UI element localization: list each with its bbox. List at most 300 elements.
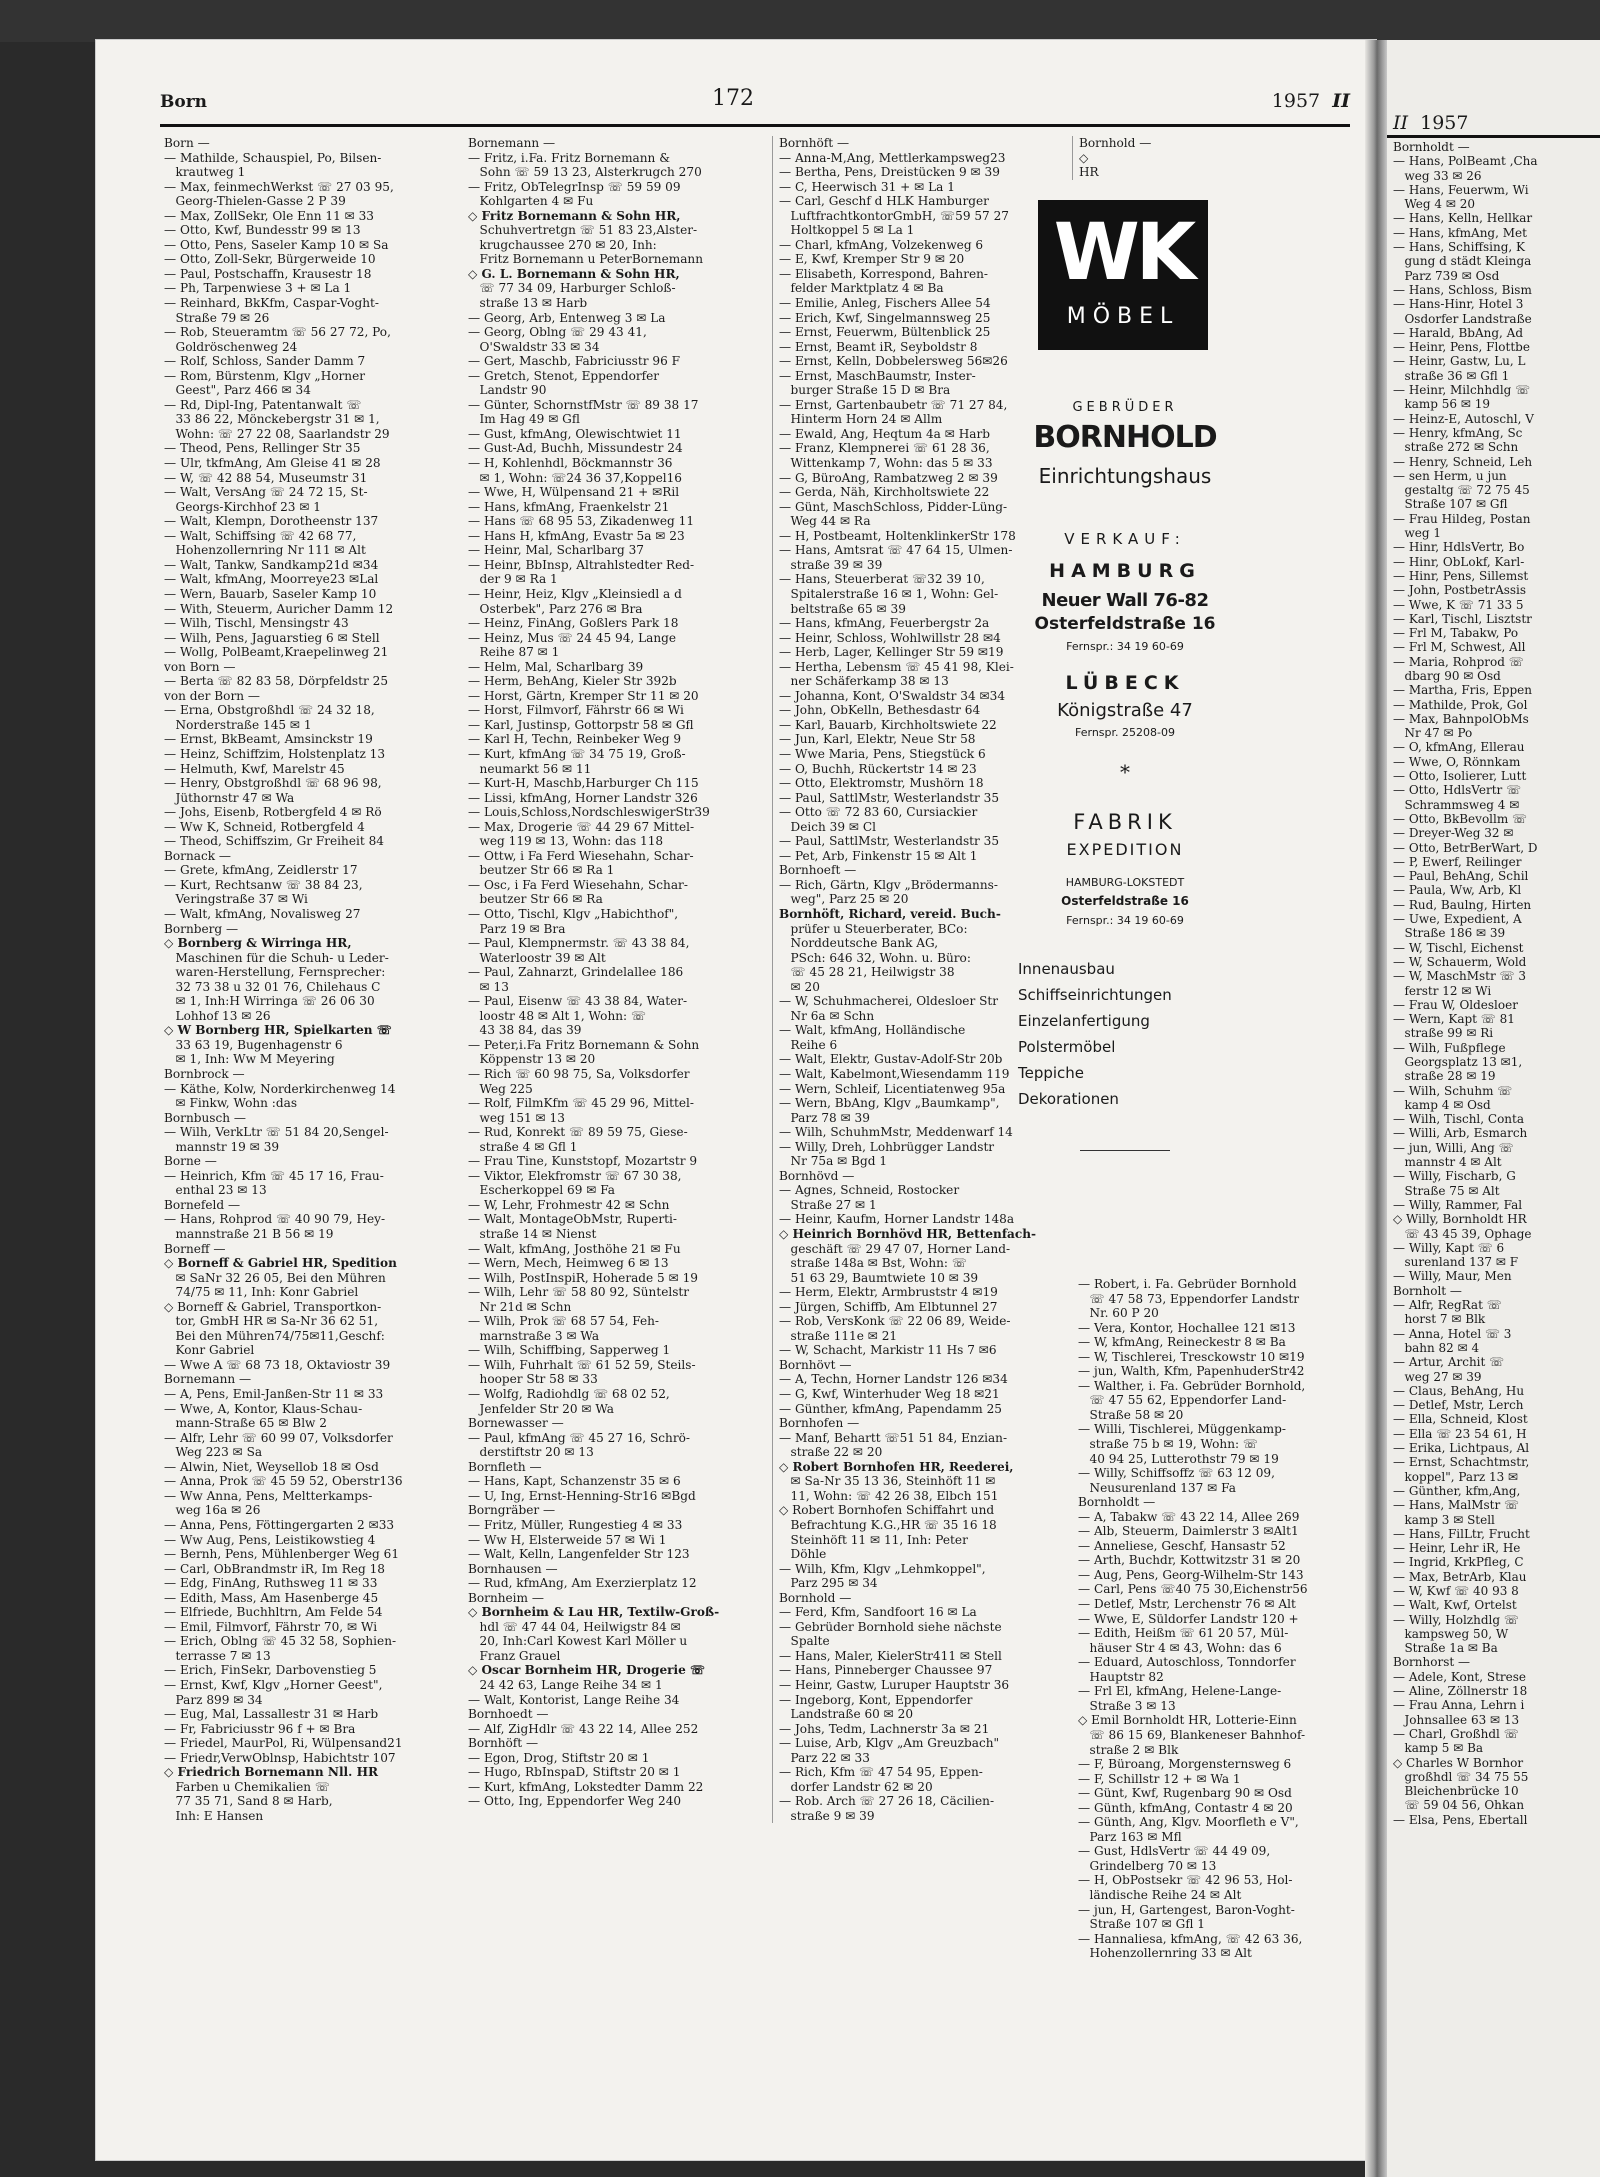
directory-entry: ◇ Robert Bornhofen Schiffahrt und (779, 1503, 995, 1518)
directory-entry: häuser Str 4 ✉ 43, Wohn: das 6 (1078, 1640, 1282, 1655)
column-4-entries (1078, 1277, 1368, 1961)
directory-entry: enthal 23 ✉ 13 (164, 1183, 267, 1198)
directory-entry: — Ernst, Kwf, Klgv „Horner Geest", (164, 1677, 383, 1692)
directory-entry: Reihe 6 (779, 1037, 838, 1052)
directory-entry: — Theod, Schiffszim, Gr Freiheit 84 (164, 834, 384, 849)
directory-entry: Bornhoeft — (779, 863, 857, 878)
directory-entry: Steinhöft 11 ✉ 11, Inh: Peter (779, 1532, 968, 1547)
directory-entry: — Emil, Filmvorf, Fährstr 70, ✉ Wi (164, 1619, 378, 1634)
directory-entry: — Walt, Kabelmont,Wiesendamm 119 (779, 1067, 1010, 1081)
directory-entry: — Willy, Rammer, Fal (1393, 1197, 1523, 1212)
directory-entry: — Erika, Lichtpaus, Al (1393, 1441, 1530, 1456)
directory-entry: ✉ 13 (468, 979, 509, 994)
directory-entry: — Louis,Schloss,NordschleswigerStr39 (468, 805, 710, 820)
ad-star-divider: * (1120, 760, 1130, 784)
directory-entry: Norderstraße 145 ✉ 1 (164, 717, 312, 732)
directory-entry: — Walt, Klempn, Dorotheenstr 137 (164, 514, 379, 529)
directory-entry: — Frl M, Tabakw, Po (1393, 626, 1519, 641)
directory-entry: Jenfelder Str 20 ✉ Wa (468, 1401, 614, 1416)
directory-entry: ✉ 1, Inh: Ww M Meyering (164, 1052, 335, 1067)
directory-entry: — Paul, Eisenw ☏ 43 38 84, Water- (468, 994, 688, 1009)
directory-entry: — Walt, Kontorist, Lange Reihe 34 (468, 1692, 680, 1707)
directory-entry: — Otto, BkBevollm ☏ (1393, 811, 1528, 826)
directory-entry: — Egon, Drog, Stiftstr 20 ✉ 1 (468, 1750, 650, 1765)
directory-entry: Norddeutsche Bank AG, (779, 936, 939, 951)
directory-entry: ◇ W Bornberg HR, Spielkarten ☏ (164, 1023, 392, 1038)
directory-entry: Waterloostr 39 ✉ Alt (468, 950, 606, 965)
directory-entry: Nr 75a ✉ Bgd 1 (779, 1154, 888, 1169)
directory-entry: — O, Buchh, Rückertstr 14 ✉ 23 (779, 761, 977, 776)
directory-entry: — Gert, Maschb, Fabriciusstr 96 F (468, 354, 681, 369)
directory-entry: ländische Reihe 24 ✉ Alt (1078, 1887, 1242, 1902)
directory-entry: — Erich, Kwf, Singelmannsweg 25 (779, 310, 991, 325)
directory-entry: Bornheim — (468, 1590, 544, 1605)
directory-entry: — Rich, Kfm ☏ 47 54 95, Eppen- (779, 1765, 983, 1780)
directory-entry: — Hans, Schloss, Bism (1393, 282, 1532, 297)
directory-entry: — Günth, kfmAng, Contastr 4 ✉ 20 (1078, 1800, 1293, 1815)
directory-entry: Veringstraße 37 ✉ Wi (164, 892, 308, 907)
directory-entry: — Otto, Elektromstr, Mushörn 18 (779, 776, 984, 791)
wk-moebel-logo (1038, 200, 1208, 350)
directory-entry: beutzer Str 66 ✉ Ra 1 (468, 863, 615, 878)
directory-entry: — E, Kwf, Kremper Str 9 ✉ 20 (779, 252, 965, 267)
directory-entry: straße 4 ✉ Gfl 1 (468, 1139, 578, 1154)
directory-entry: Bornhold — (779, 1590, 852, 1605)
ad-address-factory: Osterfeldstraße 16 (1061, 894, 1189, 908)
directory-entry: ☏ 86 15 69, Blankeneser Bahnhof- (1078, 1727, 1306, 1742)
directory-entry: — Wwe, H, Wülpensand 21 + ✉Ril (468, 485, 680, 500)
directory-entry: — Ernst, Feuerwm, Bültenblick 25 (779, 325, 991, 340)
ad-service-item: Schiffseinrichtungen (1018, 986, 1172, 1004)
directory-entry: — Wilh, Prok ☏ 68 57 54, Feh- (468, 1314, 660, 1329)
directory-entry: — Ulr, tkfmAng, Am Gleise 41 ✉ 28 (164, 456, 381, 471)
directory-entry: — W, Kwf ☏ 40 93 8 (1393, 1583, 1519, 1598)
directory-entry: Nr 47 ✉ Po (1393, 726, 1473, 741)
directory-entry: — Frau Hildeg, Postan (1393, 511, 1531, 526)
directory-entry: — Wern, BbAng, Klgv „Baumkamp", (779, 1096, 1000, 1111)
header-year: 1957 II (1271, 90, 1350, 112)
directory-entry: Parz 22 ✉ 33 (779, 1750, 870, 1765)
directory-entry: dorfer Landstr 62 ✉ 20 (779, 1779, 933, 1794)
directory-entry: 51 63 29, Baumtwiete 10 ✉ 39 (779, 1270, 979, 1285)
directory-page-right (1387, 40, 1600, 2177)
directory-entry: — Alf, ZigHdlr ☏ 43 22 14, Allee 252 (468, 1721, 699, 1736)
directory-entry: — Paul, SattlMstr, Westerlandstr 35 (779, 790, 1000, 805)
directory-entry: — Ernst, Kelln, Dobbelersweg 56✉26 (779, 354, 1008, 369)
directory-entry: Franz Grauel (468, 1648, 561, 1663)
directory-entry: — Hans, Feuerwm, Wi (1393, 182, 1529, 197)
directory-entry: PSch: 646 32, Wohn. u. Büro: (779, 950, 971, 965)
directory-entry: — P, Ewerf, Reilinger (1393, 854, 1522, 869)
directory-entry: Bornholdt — (1393, 140, 1470, 154)
directory-entry: — Grete, kfmAng, Zeidlerstr 17 (164, 863, 358, 878)
ad-service-item: Einzelanfertigung (1018, 1012, 1150, 1030)
directory-entry: Born — (164, 136, 210, 150)
directory-entry: — Willy, Fischarb, G (1393, 1169, 1516, 1184)
directory-entry: — F, Büroang, Morgensternsweg 6 (1078, 1757, 1292, 1772)
directory-entry: Neusurenland 137 ✉ Fa (1078, 1480, 1236, 1495)
directory-entry: — Paul, SattlMstr, Westerlandstr 35 (779, 834, 1000, 849)
directory-entry: — Osc, i Fa Ferd Wiesehahn, Schar- (468, 877, 688, 892)
directory-entry: — Heinrich, Kfm ☏ 45 17 16, Frau- (164, 1168, 384, 1183)
directory-entry: — Alb, Steuerm, Daimlerstr 3 ✉Alt1 (1078, 1524, 1299, 1539)
directory-entry: Döhle (779, 1547, 827, 1562)
directory-entry: Bornhorst — (1393, 1655, 1470, 1670)
directory-entry: — W, Schuhmacherei, Oldesloer Str (779, 994, 999, 1009)
directory-entry: Bornholt — (1393, 1283, 1462, 1298)
directory-entry: — W, ☏ 42 88 54, Museumstr 31 (164, 470, 368, 485)
directory-entry: — Rd, Dipl-Ing, Patentanwalt ☏ (164, 397, 362, 412)
ad-address-neuer-wall: Neuer Wall 76-82 (1041, 590, 1209, 611)
ad-expedition: EXPEDITION (1066, 840, 1184, 859)
directory-entry: Hinterm Horn 24 ✉ Allm (779, 412, 943, 427)
directory-entry: — Eug, Mal, Lassallestr 31 ✉ Harb (164, 1707, 379, 1722)
directory-entry: Straße 186 ✉ 39 (1393, 926, 1506, 941)
directory-entry: — Anna, Prok ☏ 45 59 52, Oberstr136 (164, 1474, 403, 1489)
directory-entry: — Paul, BehAng, Schil (1393, 869, 1529, 884)
directory-entry: — Fr, Fabriciusstr 96 f + ✉ Bra (164, 1721, 356, 1736)
directory-entry: Wittenkamp 7, Wohn: das 5 ✉ 33 (779, 456, 993, 471)
directory-entry: — W, Schauerm, Wold (1393, 954, 1527, 969)
directory-entry: ◇ Borneff & Gabriel, Transportkon- (164, 1299, 382, 1314)
directory-entry: — Otto, Tischl, Klgv „Habichthof", (468, 906, 679, 921)
directory-entry: — Karl H, Techn, Reinbeker Weg 9 (468, 732, 682, 747)
directory-entry: — Fritz, Müller, Rungestieg 4 ✉ 33 (468, 1517, 683, 1532)
directory-entry: — Harald, BbAng, Ad (1393, 325, 1524, 340)
ad-address-osterfeld: Osterfeldstraße 16 (1034, 614, 1216, 634)
directory-entry: — Henry, kfmAng, Sc (1393, 425, 1523, 440)
directory-entry: — With, Steuerm, Auricher Damm 12 (164, 601, 394, 616)
directory-entry: weg 33 ✉ 26 (1393, 168, 1482, 183)
directory-entry: — H, Kohlenhdl, Böckmannstr 36 (468, 456, 673, 471)
directory-entry: Parz 739 ✉ Osd (1393, 268, 1500, 283)
directory-entry: — Manf, Behartt ☏51 51 84, Enzian- (779, 1430, 1008, 1445)
directory-entry: Osdorfer Landstraße (1393, 311, 1532, 326)
directory-entry: — U, Ing, Ernst-Henning-Str16 ✉Bgd (468, 1488, 696, 1503)
directory-entry: Lohhof 13 ✉ 26 (164, 1008, 271, 1023)
directory-entry: — Wern, Mech, Heimweg 6 ✉ 13 (468, 1256, 669, 1271)
directory-entry: — Gust-Ad, Buchh, Missundestr 24 (468, 441, 683, 456)
directory-entry: — Gebrüder Bornhold siehe nächste (779, 1619, 1002, 1634)
directory-entry: Parz 899 ✉ 34 (164, 1692, 263, 1707)
directory-entry: ◇ Oscar Bornheim HR, Drogerie ☏ (468, 1663, 706, 1678)
directory-entry: — Rob, Steueramtm ☏ 56 27 72, Po, (164, 325, 391, 340)
directory-entry: ☏ 43 45 39, Ophage (1393, 1226, 1532, 1241)
directory-entry: ◇ Emil Bornholdt HR, Lotterie-Einn (1078, 1713, 1297, 1728)
directory-entry: Bornhoedt — (468, 1707, 549, 1722)
directory-entry: — Günther, kfm,Ang, (1393, 1483, 1521, 1498)
directory-entry: — W, Tischl, Eichenst (1393, 940, 1524, 955)
directory-entry: — Frl M, Schwest, All (1393, 640, 1526, 655)
directory-entry: — Ww Anna, Pens, Meltterkamps- (164, 1488, 373, 1503)
directory-entry: — G, Kwf, Winterhuder Weg 18 ✉21 (779, 1387, 1000, 1402)
directory-entry: — Hans, Pinneberger Chaussee 97 (779, 1663, 993, 1678)
directory-entry: Bornberg — (164, 921, 239, 936)
directory-entry: — W, kfmAng, Reineckestr 8 ✉ Ba (1078, 1335, 1286, 1350)
directory-entry: — Horst, Gärtn, Kremper Str 11 ✉ 20 (468, 688, 699, 703)
directory-entry: — Wwe, E, Süldorfer Landstr 120 + (1078, 1611, 1299, 1626)
directory-entry: Schrammsweg 4 ✉ (1393, 797, 1520, 812)
directory-entry: — Ottw, i Fa Ferd Wiesehahn, Schar- (468, 848, 694, 863)
ad-phone-factory: Fernspr.: 34 19 60-69 (1066, 914, 1184, 927)
directory-entry: Landstraße 60 ✉ 20 (779, 1707, 914, 1722)
directory-entry: — Ww K, Schneid, Rotbergfeld 4 (164, 819, 365, 834)
directory-entry: — Theod, Pens, Rellinger Str 35 (164, 441, 361, 456)
directory-entry: — Alfr, Lehr ☏ 60 99 07, Volksdorfer (164, 1430, 393, 1445)
directory-entry: — Willi, Arb, Esmarch (1393, 1126, 1528, 1141)
directory-entry: — Wilh, Lehr ☏ 58 80 92, Süntelstr (468, 1285, 690, 1300)
directory-entry: mannstr 19 ✉ 39 (164, 1139, 280, 1154)
directory-entry: ◇ G. L. Bornemann & Sohn HR, (468, 266, 680, 281)
directory-entry: — Elisabeth, Korrespond, Bahren- (779, 266, 989, 281)
directory-entry: Hohenzollernring 33 ✉ Alt (1078, 1946, 1252, 1961)
directory-entry: — Hans, Rohprod ☏ 40 90 79, Hey- (164, 1212, 386, 1227)
right-page-rule (1387, 135, 1600, 138)
logo-moebel-text: MÖBEL (1066, 304, 1180, 329)
directory-entry: straße 75 b ✉ 19, Wohn: ☏ (1078, 1437, 1259, 1452)
directory-entry: — Karl, Justinsp, Gottorpstr 58 ✉ Gfl (468, 717, 694, 732)
directory-entry: ◇ Heinrich Bornhövd HR, Bettenfach- (779, 1227, 1037, 1242)
directory-entry: — Elsa, Pens, Ebertall (1393, 1812, 1528, 1827)
directory-entry: — Wwe, O, Rönnkam (1393, 754, 1521, 769)
directory-entry: — Jun, Karl, Elektr, Neue Str 58 (779, 732, 976, 747)
directory-entry: — Frau Tine, Kunststopf, Mozartstr 9 (468, 1154, 698, 1169)
directory-entry: — Jürgen, Schiffb, Am Elbtunnel 27 (779, 1299, 998, 1314)
directory-entry: — Frau Anna, Lehrn i (1393, 1698, 1525, 1713)
page-number: 172 (712, 86, 754, 111)
directory-entry: Borneff — (164, 1241, 226, 1256)
directory-entry: — sen Herm, u jun (1393, 468, 1507, 483)
directory-entry: — Bernh, Pens, Mühlenberger Weg 61 (164, 1547, 400, 1562)
directory-entry: — jun, H, Gartengest, Baron-Voght- (1078, 1902, 1295, 1917)
ad-service-item: Dekorationen (1018, 1090, 1119, 1108)
directory-entry: — Hans, kfmAng, Feuerbergstr 2a (779, 616, 990, 631)
directory-entry: Straße 3 ✉ 13 (1078, 1698, 1176, 1713)
directory-entry: — jun, Walth, Kfm, PapenhuderStr42 (1078, 1364, 1305, 1379)
directory-entry: — Georg, Oblng ☏ 29 43 41, (468, 325, 647, 340)
directory-entry: 74/75 ✉ 11, Inh: Konr Gabriel (164, 1285, 359, 1300)
directory-entry: — Carl, Pens ☏40 75 30,Eichenstr56 (1078, 1582, 1308, 1597)
directory-entry: Nr 21d ✉ Schn (468, 1299, 572, 1314)
directory-entry: — Agnes, Schneid, Rostocker (779, 1183, 960, 1198)
directory-entry: — Hinr, HdlsVertr, Bo (1393, 540, 1525, 555)
directory-entry: — Rolf, Schloss, Sander Damm 7 (164, 354, 366, 369)
header-keyword: Born (160, 92, 208, 112)
directory-entry: — Max, BahnpolObMs (1393, 711, 1529, 726)
directory-entry: — Vera, Kontor, Hochallee 121 ✉13 (1078, 1320, 1296, 1335)
directory-entry: — Otto, Isolierer, Lutt (1393, 769, 1527, 784)
directory-entry: — A, Tabakw ☏ 43 22 14, Allee 269 (1078, 1509, 1300, 1524)
directory-entry: — Max, BetrArb, Klau (1393, 1569, 1527, 1584)
directory-entry: geschäft ☏ 29 47 07, Horner Land- (779, 1241, 1011, 1256)
directory-entry: — Hans, FilLtr, Frucht (1393, 1526, 1530, 1541)
ad-service-item: Innenausbau (1018, 960, 1115, 978)
directory-entry: ☏ 47 55 62, Eppendorfer Land- (1078, 1393, 1287, 1408)
directory-entry: Sohn ☏ 59 13 23, Alsterkrugch 270 (468, 165, 702, 180)
directory-entry: — Wolfg, Radiohdlg ☏ 68 02 52, (468, 1387, 670, 1402)
directory-entry: — Dreyer-Weg 32 ✉ (1393, 826, 1514, 841)
directory-entry: Landstr 90 (468, 383, 547, 398)
running-head (160, 74, 1350, 127)
directory-entry: weg", Parz 25 ✉ 20 (779, 892, 909, 907)
directory-entry: — W, Schacht, Markistr 11 Hs 7 ✉6 (779, 1343, 997, 1358)
directory-entry: Holtkoppel 5 ✉ La 1 (779, 223, 915, 238)
directory-entry: Nr 6a ✉ Schn (779, 1008, 875, 1023)
directory-entry: — Wilh, SchuhmMstr, Meddenwarf 14 (779, 1125, 1013, 1140)
directory-entry: straße 99 ✉ Ri (1393, 1026, 1494, 1041)
directory-entry: — Günter, SchornstfMstr ☏ 89 38 17 (468, 397, 699, 412)
ad-service-item: Polstermöbel (1018, 1038, 1116, 1056)
directory-entry: — Kurt, Rechtsanw ☏ 38 84 23, (164, 877, 363, 892)
directory-entry: Deich 39 ✉ Cl (779, 819, 876, 834)
directory-entry: Inh: E Hansen (164, 1808, 264, 1823)
directory-entry: — Wern, Kapt ☏ 81 (1393, 1012, 1515, 1027)
directory-entry: — Max, feinmechWerkst ☏ 27 03 95, (164, 179, 394, 194)
directory-entry: bahn 82 ✉ 4 (1393, 1340, 1480, 1355)
directory-entry: Köppenstr 13 ✉ 20 (468, 1052, 596, 1067)
directory-entry: — Ingrid, KrkPfleg, C (1393, 1555, 1524, 1570)
directory-entry: — Johs, Tedm, Lachnerstr 3a ✉ 21 (779, 1721, 990, 1736)
directory-entry: — Walt, kfmAng, Holländische (779, 1023, 966, 1038)
directory-entry: — Heinr, Lehr iR, He (1393, 1541, 1521, 1556)
directory-entry: — Karl, Bauarb, Kirchholtswiete 22 (779, 717, 997, 732)
directory-entry: Parz 295 ✉ 34 (779, 1576, 878, 1591)
directory-entry: Bornhold — (1079, 136, 1152, 150)
directory-entry: — Anna, Hotel ☏ 3 (1393, 1326, 1512, 1341)
directory-entry: — Charl, kfmAng, Volzekenweg 6 (779, 237, 984, 252)
directory-entry: Konr Gabriel (164, 1343, 255, 1358)
directory-entry: Fritz Bornemann u PeterBornemann (468, 252, 703, 267)
directory-entry: — Peter,i.Fa Fritz Bornemann & Sohn (468, 1037, 700, 1052)
directory-entry: — Fritz, ObTelegrInsp ☏ 59 59 09 (468, 179, 681, 194)
directory-entry: Georg-Thielen-Gasse 2 P 39 (164, 194, 346, 209)
directory-entry: — Wern, Schleif, Licentiatenweg 95a (779, 1081, 1006, 1096)
ad-phone-hamburg: Fernspr.: 34 19 60-69 (1066, 640, 1184, 653)
directory-entry: — Rolf, FilmKfm ☏ 45 29 96, Mittel- (468, 1096, 694, 1111)
logo-wk-text: WK (1053, 208, 1193, 298)
directory-entry: — Otto, Zoll-Sekr, Bürgerweide 10 (164, 252, 376, 267)
directory-entry: — Hinr, Pens, Sillemst (1393, 568, 1529, 583)
directory-entry: weg 119 ✉ 13, Wohn: das 118 (468, 834, 664, 849)
directory-entry: — Günt, MaschSchloss, Pidder-Lüng- (779, 499, 1008, 514)
directory-entry: — Rom, Bürstenm, Klgv „Horner (164, 368, 366, 383)
directory-entry: — Heinr, Mal, Scharlbarg 37 (468, 543, 645, 558)
directory-entry: — Aug, Pens, Georg-Wilhelm-Str 143 (1078, 1567, 1304, 1582)
directory-entry: kamp 4 ✉ Osd (1393, 1097, 1491, 1112)
directory-entry: ☏ 45 28 21, Heilwigstr 38 (779, 965, 955, 980)
directory-entry: — Herm, BehAng, Kieler Str 392b (468, 674, 677, 689)
directory-entry: Bornhausen — (468, 1561, 558, 1576)
directory-entry: Bornhöft — (779, 136, 850, 150)
directory-entry: kampsweg 50, W (1393, 1626, 1509, 1641)
directory-entry: dbarg 90 ✉ Osd (1393, 668, 1501, 683)
directory-entry: Spalte (779, 1634, 830, 1649)
directory-entry: ◇ Robert Bornhofen HR, Reederei, (779, 1459, 1014, 1474)
directory-entry: — Herb, Lager, Kellinger Str 59 ✉19 (779, 645, 1004, 660)
column-5 (1393, 140, 1600, 1827)
directory-entry: ◇ Willy, Bornholdt HR (1393, 1212, 1527, 1227)
directory-entry: weg 1 (1393, 526, 1441, 541)
directory-entry: — Eduard, Autoschloss, Tonndorfer (1078, 1655, 1296, 1670)
directory-entry: — Carl, Geschf d HLK Hamburger (779, 194, 989, 209)
directory-entry: — Max, Drogerie ☏ 44 29 67 Mittel- (468, 819, 695, 834)
directory-entry: — Max, ZollSekr, Ole Enn 11 ✉ 33 (164, 208, 375, 223)
directory-entry: — Heinz-E, Autoschl, V (1393, 411, 1534, 426)
directory-entry: — Heinr, Kaufm, Horner Landstr 148a (779, 1212, 1015, 1227)
directory-entry: hooper Str 58 ✉ 33 (468, 1372, 598, 1387)
directory-entry: Borne — (164, 1154, 217, 1169)
directory-entry: — Luise, Arb, Klgv „Am Greuzbach" (779, 1736, 1000, 1751)
directory-entry: — G, BüroAng, Rambatzweg 2 ✉ 39 (779, 470, 998, 485)
directory-entry: — Ella ☏ 23 54 61, H (1393, 1426, 1527, 1441)
directory-entry: HR (1079, 165, 1099, 180)
directory-entry: — Edith, Heißm ☏ 61 20 57, Mül- (1078, 1626, 1289, 1641)
directory-entry: 32 73 38 u 32 01 76, Chilehaus C (164, 979, 381, 994)
directory-entry: — Wilh, Fuhrhalt ☏ 61 52 59, Steils- (468, 1357, 696, 1372)
directory-entry: großhdl ☏ 34 75 55 (1393, 1769, 1529, 1784)
directory-entry: — Erich, FinSekr, Darbovenstieg 5 (164, 1663, 377, 1678)
directory-entry: Bornbusch — (164, 1110, 246, 1125)
directory-entry: — Mathilde, Schauspiel, Po, Bilsen- (164, 150, 382, 165)
directory-entry: — Hans, Kelln, Hellkar (1393, 211, 1533, 226)
directory-entry: — Heinr, Milchhdlg ☏ (1393, 383, 1531, 398)
directory-entry: 24 42 63, Lange Reihe 34 ✉ 1 (468, 1677, 663, 1692)
directory-entry: Bornewasser — (468, 1416, 564, 1431)
directory-entry: — Wilh, Schiffbing, Sapperweg 1 (468, 1343, 671, 1358)
directory-entry: straße 2 ✉ Blk (1078, 1742, 1179, 1757)
directory-entry: — Walt, kfmAng, Novalisweg 27 (164, 906, 361, 921)
directory-entry: Straße 27 ✉ 1 (779, 1197, 877, 1212)
directory-entry: — Hertha, Lebensm ☏ 45 41 98, Klei- (779, 659, 1014, 674)
directory-entry: Escherkoppel 69 ✉ Fa (468, 1183, 616, 1198)
ad-firm-name: BORNHOLD (1033, 420, 1217, 455)
directory-entry: — Wollg, PolBeamt,Kraepelinweg 21 (164, 645, 389, 660)
directory-entry: 20, Inh:Carl Kowest Karl Möller u (468, 1634, 688, 1649)
directory-entry: — Käthe, Kolw, Norderkirchenweg 14 (164, 1081, 396, 1096)
directory-entry: — Hans ☏ 68 95 53, Zikadenweg 11 (468, 514, 695, 529)
directory-entry: — Charl, Großhdl ☏ (1393, 1726, 1519, 1741)
ad-phone-luebeck: Fernspr. 25208-09 (1075, 726, 1175, 739)
directory-entry: — Alwin, Niet, Weysellob 18 ✉ Osd (164, 1459, 379, 1474)
directory-entry: ☏ 47 58 73, Eppendorfer Landstr (1078, 1291, 1299, 1306)
directory-entry: ✉ Sa-Nr 35 13 36, Steinhöft 11 ✉ (779, 1474, 996, 1489)
directory-entry: waren-Herstellung, Fernsprecher: (164, 965, 386, 980)
directory-entry: Bornemann — (164, 1372, 252, 1387)
directory-entry: — Willy, Dreh, Lohbrügger Landstr (779, 1139, 995, 1154)
ad-city-luebeck: LÜBECK (1065, 672, 1185, 694)
directory-entry: beltstraße 65 ✉ 39 (779, 601, 906, 616)
ad-city-hamburg: HAMBURG (1049, 560, 1201, 582)
directory-entry: — Berta ☏ 82 83 58, Dörpfeldstr 25 (164, 674, 389, 689)
directory-entry: — Walt, Kwf, Ortelst (1393, 1598, 1517, 1613)
directory-entry: — Anna, Pens, Föttingergarten 2 ✉33 (164, 1517, 395, 1532)
directory-entry: — Willy, Schiffsoffz ☏ 63 12 09, (1078, 1466, 1275, 1481)
directory-entry: Georgsplatz 13 ✉1, (1393, 1055, 1523, 1069)
right-page-header: II 1957 (1393, 112, 1469, 134)
directory-entry: — Helm, Mal, Scharlbarg 39 (468, 659, 644, 674)
directory-entry: — Hannaliesa, kfmAng, ☏ 42 63 36, (1078, 1931, 1303, 1946)
directory-entry: — Reinhard, BkKfm, Caspar-Voght- (164, 296, 379, 311)
directory-entry: — Carl, ObBrandmstr iR, Im Reg 18 (164, 1561, 385, 1576)
directory-entry: ☏ 59 04 56, Ohkan (1393, 1798, 1525, 1813)
directory-entry: — Erich, Oblng ☏ 45 32 58, Sophien- (164, 1634, 397, 1649)
directory-entry: — Heinz, Mus ☏ 24 45 94, Lange (468, 630, 677, 645)
directory-entry: — Pet, Arb, Finkenstr 15 ✉ Alt 1 (779, 848, 978, 863)
directory-entry: — Wilh, Pens, Jaguarstieg 6 ✉ Stell (164, 630, 380, 645)
directory-entry: — Ernst, Beamt iR, Seyboldstr 8 (779, 339, 978, 354)
directory-entry: ferstr 12 ✉ Wi (1393, 983, 1492, 998)
directory-entry: — Anneliese, Geschf, Hansastr 52 (1078, 1538, 1286, 1553)
